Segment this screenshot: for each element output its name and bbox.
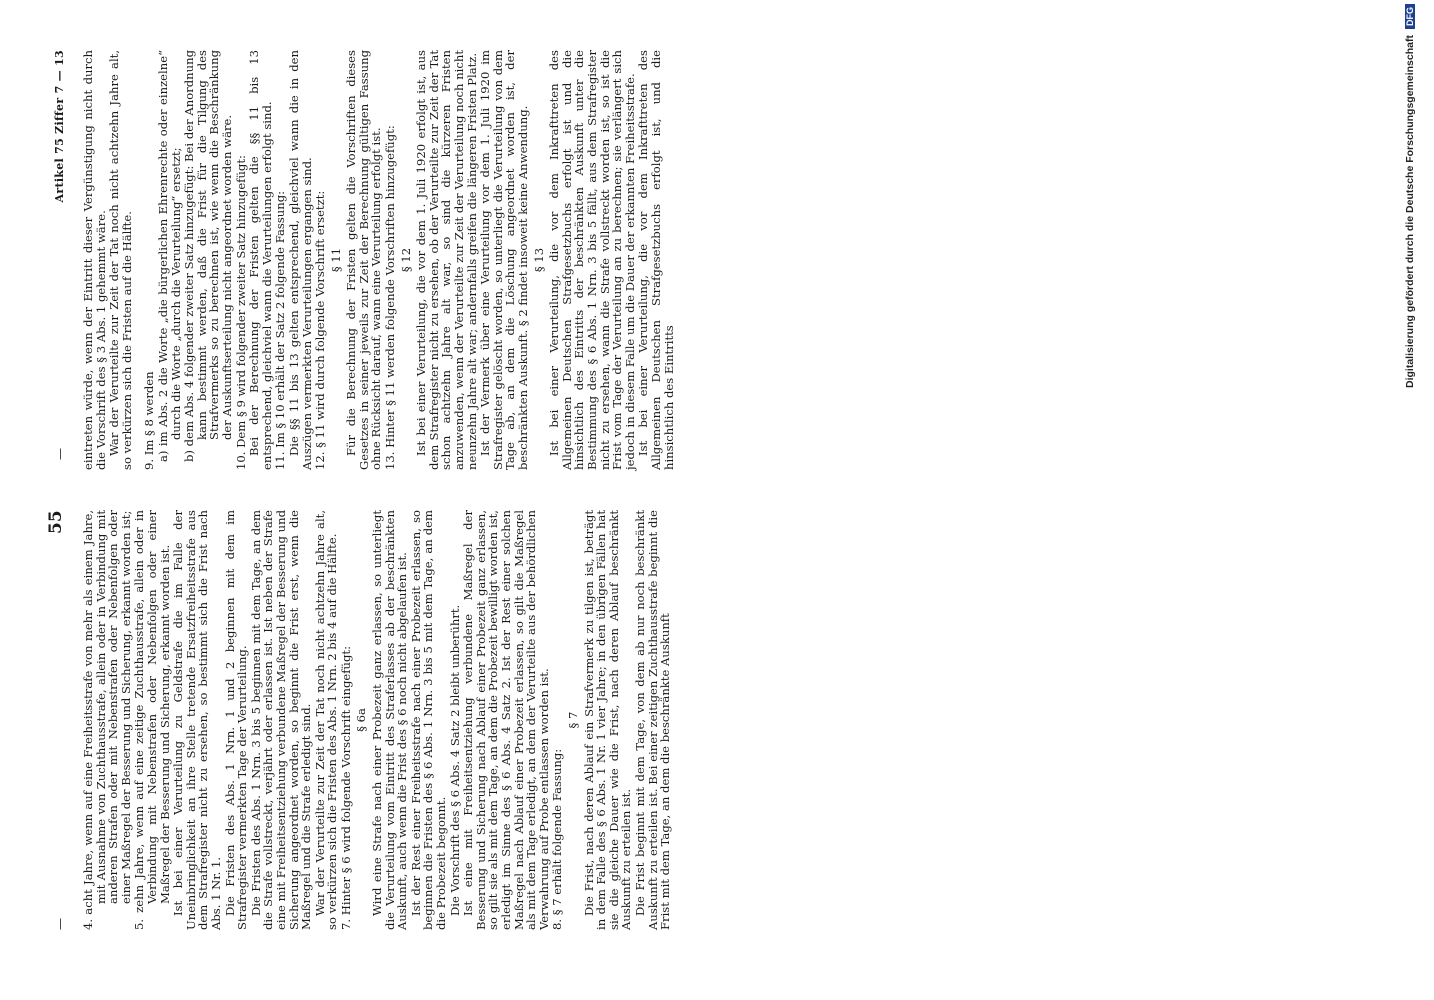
paragraph: Die Vorschrift des § 6 Abs. 4 Satz 2 bleibt unberührt. xyxy=(447,604,462,916)
dfg-stamp xyxy=(1404,8,1432,388)
paragraph: Die Frist beginnt mit dem Tage, von dem ab nur noch beschränkt Auskunft zu erteilen ist. Bei einer zeitigen Zuchthausstrafe beginnt die Frist mit dem Tage, an dem die beschränkte Auskunft xyxy=(632,510,673,930)
right-column xyxy=(82,50,676,470)
paragraph: Ist bei einer Verurteilung, die vor dem Inkrafttreten des Allgemeinen Deutschen Strafgesetzbuchs erfolgt ist, und die hinsichtlich des Eintritts xyxy=(636,50,676,470)
header-dash-right: — xyxy=(53,448,67,460)
paragraph: Die Fristen des Abs. 1 Nrn. 3 bis 5 beginnen mit dem Tage, an dem die Strafe vollstreckt, verjährt oder erlassen ist. Ist neben der Strafe eine mit Freiheitsentziehung verbundene Maßregel der Besserung und Sicherung angeordnet worden, so beginnt die Frist erst, wenn die Maßregel und die Strafe erledigt sind. xyxy=(248,510,314,930)
paragraph: War der Verurteilte zur Zeit der Tat noch nicht achtzehn Jahre alt, so verkürzen sich die Fristen auf die Hälfte. xyxy=(107,50,134,470)
section-heading: § 7 xyxy=(565,711,580,729)
section-heading: § 13 xyxy=(531,247,546,273)
paragraph: Ist bei einer Verurteilung, die vor dem Inkrafttreten des Allgemeinen Deutschen Strafgesetzbuchs erfolgt ist und die hinsichtlich des Eintritts der beschränkten Auskunft unter die Bestimmung des § 6 Abs. 1 Nrn. 3 bis 5 fällt, aus dem Strafregister nicht zu ersehen, wann die Strafe vollstreckt worden ist, so ist die Frist vom Tage der Verurteilung an zu berechnen; sie verlängert sich jedoch in diesem Falle um die Dauer der erkannten Freiheitsstrafe. xyxy=(547,50,637,470)
header-dash-left: — xyxy=(53,918,67,930)
section-heading: § 6a xyxy=(354,708,369,732)
paragraph: Ist bei einer Verurteilung, die vor dem 1. Juli 1920 erfolgt ist, aus dem Strafregister nicht zu ersehen, ob der Verurteilte zur Zeit der Tat schon achtzehn Jahre alt war, so sind die kürzeren Fristen anzuwenden, wenn der Verurteilte zur Zeit der Verurteilung noch nicht neunzehn Jahre alt war; andernfalls greifen die längeren Fristen Platz. xyxy=(414,50,479,470)
paragraph: Ist der Rest einer Freiheitsstrafe nach einer Probezeit erlassen, so beginnen die Fristen des § 6 Abs. 1 Nrn. 3 bis 5 mit dem Tage, an dem die Probezeit begonnt. xyxy=(408,510,449,930)
page-header xyxy=(46,50,74,930)
paragraph: 11. Im § 10 erhält der Satz 2 folgende Fassung: xyxy=(273,190,288,470)
paragraph: 5. zehn Jahre, wenn auf eine zeitige Zuchthausstrafe, allein oder in Verbindung mit Nebenstrafen oder Nebenfolgen oder einer Maßregel der Besserung und Sicherung, erkannt worden ist. xyxy=(132,510,172,930)
paragraph: eintreten würde, wenn der Eintritt dieser Vergünstigung nicht durch die Vorschrift des § 3 Abs. 1 gehemmt wäre. xyxy=(81,50,108,470)
paragraph: Für die Berechnung der Fristen gelten die Vorschriften dieses Gesetzes in seiner jeweils zur Zeit der Berechnung gültigen Fassung ohne Rücksicht darauf, wann eine Verurteilung erfolgt ist. xyxy=(344,50,384,470)
document-page xyxy=(46,50,1312,930)
dfg-logo: DFG xyxy=(1405,4,1415,29)
paragraph: 4. acht Jahre, wenn auf eine Freiheitsstrafe von mehr als einem Jahre, mit Ausnahme von Zuchthausstrafe, allein oder in Verbindung mit anderen Strafen oder mit Nebenstrafen oder Nebenfolgen oder einer Maßregel der Besserung und Sicherung, erkannt worden ist; xyxy=(81,510,133,930)
paragraph: 7. Hinter § 6 wird folgende Vorschrift eingefügt: xyxy=(338,646,353,930)
spacer xyxy=(134,50,142,470)
paragraph: 8. § 7 erhält folgende Fassung: xyxy=(550,748,565,930)
paragraph: Die Frist, nach deren Ablauf ein Strafvermerk zu tilgen ist, beträgt in dem Falle des § 6 Abs. 1 Nr. 1 vier Jahre; in den übrigen Fällen hat sie die gleiche Dauer wie die Frist, nach deren Ablauf beschränkt Auskunft zu erteilen ist. xyxy=(581,510,634,930)
paragraph: War der Verurteilte zur Zeit der Tat noch nicht achtzehn Jahre alt, so verkürzen sich die Fristen des Abs. 1 Nrn. 2 bis 4 auf die Hälfte. xyxy=(312,510,340,930)
paragraph: Ist eine mit Freiheitsentziehung verbundene Maßregel der Besserung und Sicherung nach Ablauf einer Probezeit ganz erlassen, so gilt sie als mit dem Tage, an dem die Probezeit bewilligt worden ist, erledigt im Sinne des § 6 Abs. 4 Satz 2. Ist der Rest einer solchen Maßregel nach Ablauf einer Probezeit erlassen, so gilt die Maßregel als mit dem Tage erledigt, an dem der Verurteilte aus der behördlichen Verwahrung auf Probe entlassen worden ist. xyxy=(461,510,551,930)
paragraph: Die Fristen des Abs. 1 Nrn. 1 und 2 beginnen mit dem im Strafregister vermerkten Tage der Verurteilung. xyxy=(222,510,250,930)
paragraph: Ist der Vermerk über eine Verurteilung vor dem 1. Juli 1920 im Strafregister gelöscht worden, so unterliegt die Verurteilung von dem Tage ab, an dem die Löschung angeordnet worden ist, der beschränkten Auskunft. § 2 findet insoweit keine Anwendung. xyxy=(478,50,530,470)
section-heading: § 11 xyxy=(328,247,343,273)
paragraph: Bei der Berechnung der Fristen gelten die §§ 11 bis 13 entsprechend, gleichviel wann die Verurteilungen erfolgt sind. xyxy=(247,50,274,470)
paragraph: a) im Abs. 2 die Worte „die bürgerlichen Ehrenrechte oder einzelne“ durch die Worte „durch die Verurteilung“ ersetzt; xyxy=(155,50,183,462)
paragraph: 12. § 11 wird durch folgende Vorschrift ersetzt: xyxy=(313,190,328,470)
paragraph: Die §§ 11 bis 13 gelten entsprechend, gleichviel wann die in den Auszügen vermerkten Verurteilungen ergangen sind. xyxy=(286,50,314,470)
paragraph: Ist bei einer Verurteilung zu Geldstrafe die im Falle der Uneinbringlichkeit an ihre Stelle tretende Ersatzfreiheitsstrafe aus dem Strafregister nicht zu ersehen, so bestimmt sich die Frist nach Abs. 1 Nr. 1. xyxy=(171,510,223,930)
page-number: 55 xyxy=(46,510,66,534)
running-title: Artikel 75 Ziffer 7 — 13 xyxy=(53,50,66,203)
paragraph: 10. Dem § 9 wird folgender zweiter Satz hinzugefügt: xyxy=(233,155,248,470)
paragraph: 13. Hinter § 11 werden folgende Vorschriften hinzugefügt: xyxy=(383,125,398,470)
paragraph: b) dem Abs. 4 folgender zweiter Satz hinzugefügt: Bei der Anordnung kann bestimmt werden, daß die Frist für die Tilgung des Strafvermerks so zu berechnen ist, wie wenn die Beschränkung der Auskunftserteilung nicht angeordnet worden wäre. xyxy=(182,50,234,462)
section-heading: § 12 xyxy=(398,247,413,273)
dfg-stamp-text: Digitalisierung gefördert durch die Deutsche Forschungsgemeinschaft xyxy=(1404,35,1416,388)
paragraph: Wird eine Strafe nach einer Probezeit ganz erlassen, so unterliegt die Verurteilung vom Eintritt des Straferlasses ab der beschränkten Auskunft, auch wenn die Frist des § 6 noch nicht abgelaufen ist. xyxy=(370,510,410,930)
left-column xyxy=(82,510,673,930)
paragraph: 9. Im § 8 werden xyxy=(142,371,157,470)
